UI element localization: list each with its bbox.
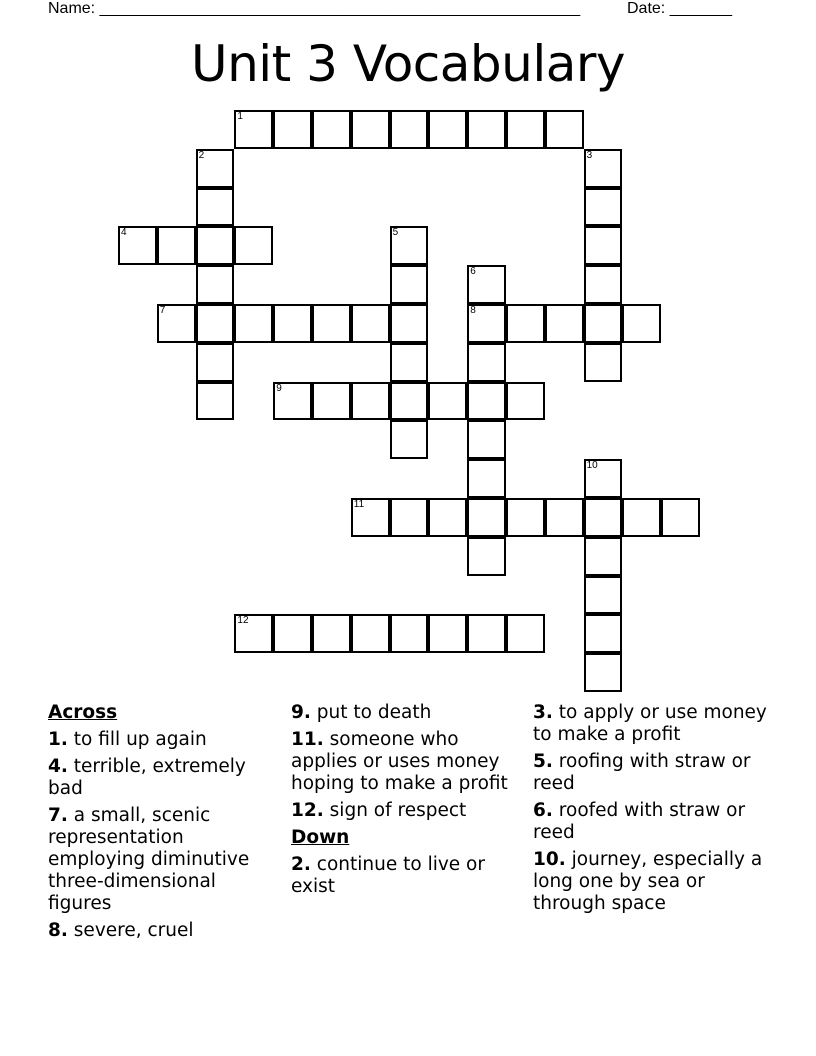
clue-number: 8 (470, 305, 476, 316)
grid-cell[interactable] (312, 304, 351, 343)
clue-number: 2 (198, 149, 205, 161)
grid-cell[interactable] (273, 304, 312, 343)
clue-item (48, 729, 278, 751)
grid-cell[interactable] (584, 343, 623, 382)
grid-cell[interactable] (390, 110, 429, 149)
clue-text: a small, scenic representation employing diminutive three-dimensional figures (48, 805, 250, 914)
grid-cell[interactable] (273, 614, 312, 653)
clue-number: 10 (586, 460, 598, 472)
grid-cell[interactable] (467, 459, 506, 498)
grid-cell[interactable] (584, 459, 623, 498)
clue-num: 5. (533, 751, 553, 772)
grid-cell[interactable] (545, 110, 584, 149)
grid-cell[interactable] (196, 188, 235, 227)
grid-cell[interactable] (506, 382, 545, 421)
clue-number: 7 (159, 305, 166, 316)
clue-column-1 (48, 702, 278, 947)
grid-cell[interactable] (196, 304, 235, 343)
grid-cell[interactable] (196, 343, 235, 382)
grid-cell[interactable] (351, 110, 390, 149)
clue-num: 3. (533, 702, 553, 723)
grid-cell[interactable] (234, 226, 273, 265)
grid-cell[interactable] (234, 304, 273, 343)
clue-num: 12. (291, 800, 324, 821)
clue-text: severe, cruel (73, 920, 194, 941)
clue-number: 6 (470, 266, 476, 278)
clue-number: 5 (392, 227, 399, 239)
grid-cell[interactable] (584, 498, 623, 537)
clue-text: journey, especially a long one by sea or through space (533, 849, 763, 914)
grid-cell[interactable] (545, 498, 584, 537)
grid-cell[interactable] (467, 110, 506, 149)
clue-number: 1 (237, 111, 243, 122)
grid-cell[interactable] (118, 226, 157, 265)
grid-cell[interactable] (390, 420, 429, 459)
grid-cell[interactable] (467, 537, 506, 576)
grid-cell[interactable] (584, 653, 623, 692)
grid-cell[interactable] (428, 498, 467, 537)
grid-cell[interactable] (467, 343, 506, 382)
grid-cell[interactable] (661, 498, 700, 537)
grid-cell[interactable] (506, 110, 545, 149)
grid-cell[interactable] (506, 498, 545, 537)
clue-item (291, 800, 523, 822)
clue-item (291, 729, 523, 795)
grid-cell[interactable] (467, 382, 506, 421)
grid-cell[interactable] (622, 498, 661, 537)
clue-number: 4 (121, 227, 127, 239)
clue-item (291, 702, 523, 724)
clue-text: sign of respect (329, 800, 467, 821)
clue-heading: Down (291, 827, 350, 848)
grid-cell[interactable] (351, 498, 390, 537)
clue-text: to apply or use money to make a profit (533, 702, 767, 745)
grid-cell[interactable] (157, 304, 196, 343)
clue-num: 10. (533, 849, 566, 870)
grid-cell[interactable] (428, 110, 467, 149)
clue-num: 6. (533, 800, 553, 821)
grid-cell[interactable] (390, 614, 429, 653)
grid-cell[interactable] (196, 226, 235, 265)
grid-cell[interactable] (584, 304, 623, 343)
clue-heading: Across (48, 702, 118, 723)
grid-cell[interactable] (428, 382, 467, 421)
clue-item (533, 751, 773, 795)
grid-cell[interactable] (390, 265, 429, 304)
page-title: Unit 3 Vocabulary (190, 35, 626, 93)
clue-num: 11. (291, 729, 324, 750)
grid-cell[interactable] (390, 382, 429, 421)
grid-cell[interactable] (157, 226, 196, 265)
grid-cell[interactable] (390, 226, 429, 265)
name-field-label[interactable]: Name: ______________________________________________________ (48, 0, 581, 17)
clue-text: put to death (316, 702, 432, 723)
grid-cell[interactable] (312, 614, 351, 653)
date-field-label[interactable]: Date: _______ (627, 0, 732, 17)
clue-number: 9 (276, 382, 282, 394)
grid-cell[interactable] (196, 382, 235, 421)
clue-text: roofing with straw or reed (533, 751, 751, 794)
clue-item (48, 920, 278, 942)
grid-cell[interactable] (196, 265, 235, 304)
clue-column-3 (533, 702, 773, 920)
clue-text: to fill up again (73, 729, 207, 750)
grid-cell[interactable] (622, 304, 661, 343)
grid-cell[interactable] (351, 614, 390, 653)
grid-cell[interactable] (351, 304, 390, 343)
grid-cell[interactable] (584, 226, 623, 265)
grid-cell[interactable] (390, 343, 429, 382)
clue-number: 11 (353, 499, 365, 510)
clue-item (291, 854, 523, 898)
clue-num: 1. (48, 729, 68, 750)
grid-cell[interactable] (467, 614, 506, 653)
clue-num: 7. (48, 805, 68, 826)
grid-cell[interactable] (584, 265, 623, 304)
grid-cell[interactable] (584, 149, 623, 188)
clue-text: someone who applies or uses money hoping to make a profit (291, 729, 508, 794)
grid-cell[interactable] (390, 304, 429, 343)
grid-cell[interactable] (467, 304, 506, 343)
clue-number: 12 (237, 615, 249, 627)
grid-cell[interactable] (390, 498, 429, 537)
clue-num: 2. (291, 854, 311, 875)
grid-cell[interactable] (467, 265, 506, 304)
grid-cell[interactable] (584, 188, 623, 227)
grid-cell[interactable] (351, 382, 390, 421)
grid-cell[interactable] (506, 304, 545, 343)
clue-text: continue to live or exist (291, 854, 485, 897)
clue-number: 3 (586, 149, 593, 161)
grid-cell[interactable] (545, 304, 584, 343)
grid-cell[interactable] (196, 149, 235, 188)
clue-item (533, 800, 773, 844)
grid-cell[interactable] (273, 382, 312, 421)
clue-item (533, 702, 773, 746)
clue-num: 8. (48, 920, 68, 941)
grid-cell[interactable] (584, 537, 623, 576)
grid-cell[interactable] (584, 576, 623, 615)
clue-num: 9. (291, 702, 311, 723)
clue-text: terrible, extremely bad (48, 756, 246, 799)
grid-cell[interactable] (584, 614, 623, 653)
grid-cell[interactable] (273, 110, 312, 149)
grid-cell[interactable] (506, 614, 545, 653)
grid-cell[interactable] (428, 614, 467, 653)
clue-item (48, 756, 278, 800)
clue-num: 4. (48, 756, 68, 777)
grid-cell[interactable] (467, 420, 506, 459)
grid-cell[interactable] (234, 614, 273, 653)
clue-item (533, 849, 773, 915)
grid-cell[interactable] (467, 498, 506, 537)
grid-cell[interactable] (312, 382, 351, 421)
grid-cell[interactable] (234, 110, 273, 149)
grid-cell[interactable] (312, 110, 351, 149)
clue-item (48, 805, 278, 915)
clue-text: roofed with straw or reed (533, 800, 746, 843)
clue-column-2 (291, 702, 523, 903)
